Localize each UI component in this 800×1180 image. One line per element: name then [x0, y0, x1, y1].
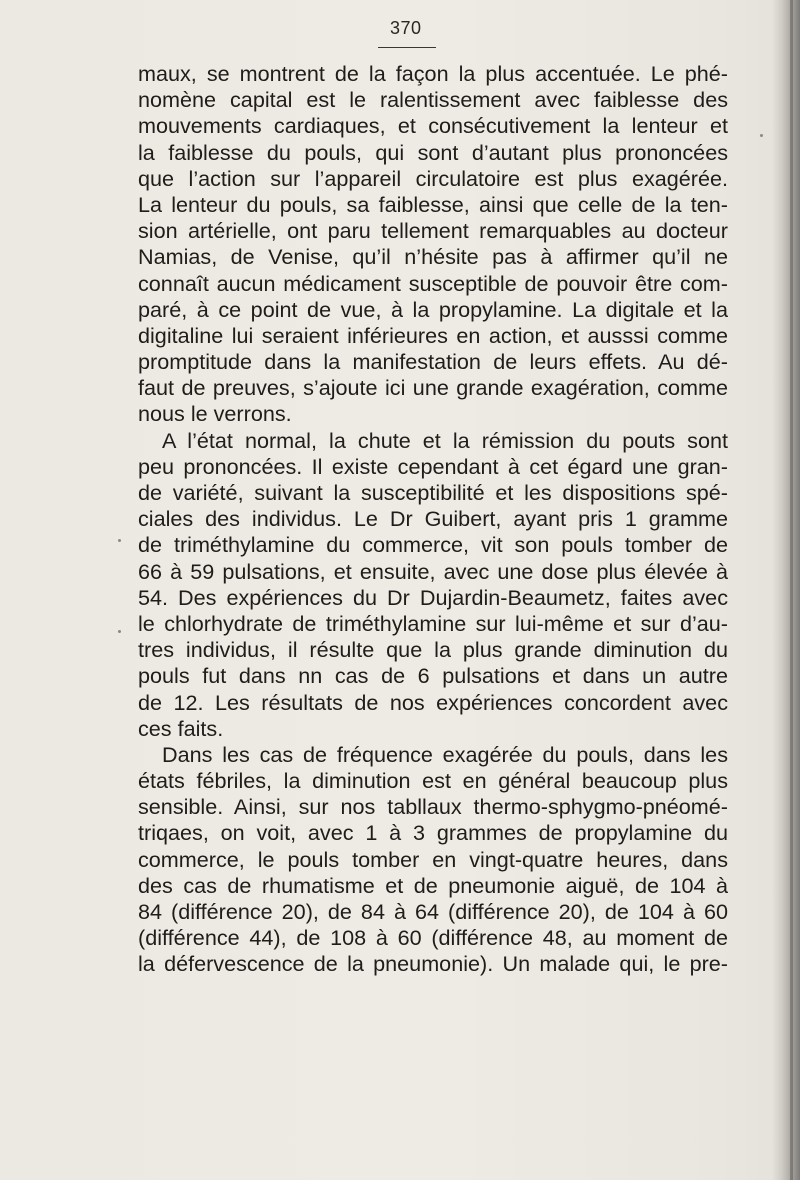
text-line: digitaline lui seraient inférieures en action, et ausssi comme: [138, 322, 728, 348]
paper-speck: [760, 134, 763, 137]
text-line: 66 à 59 pulsations, et ensuite, avec une dose plus élevée à: [138, 558, 728, 584]
text-line: des cas de rhumatisme et de pneumonie aiguë, de 104 à: [138, 872, 728, 898]
text-line: nomène capital est le ralentissement avec faiblesse des: [138, 87, 728, 113]
text-line: pouls fut dans nn cas de 6 pulsations et dans un autre: [138, 663, 728, 689]
text-line: 84 (différence 20), de 84 à 64 (différence 20), de 104 à 60: [138, 899, 728, 924]
text-line: peu prononcées. Il existe cependant à cet égard une gran-: [138, 453, 728, 479]
text-line: sensible. Ainsi, sur nos tabllaux thermo-sphygmo-pnéomé-: [138, 794, 728, 820]
text-line: triqaes, on voit, avec 1 à 3 grammes de propylamine du: [138, 820, 728, 846]
text-line: le chlorhydrate de triméthylamine sur lui-même et sur d’au-: [138, 610, 728, 636]
page-number: 370: [390, 18, 422, 38]
text-line: ces faits.: [138, 715, 224, 741]
header-rule: [378, 47, 436, 48]
body-text: [138, 61, 728, 978]
text-line: sion artérielle, ont paru tellement remarquables au docteur: [138, 218, 728, 244]
text-line: de 12. Les résultats de nos expériences concordent avec: [138, 689, 728, 715]
text-line: (différence 44), de 108 à 60 (différence 48, au moment de: [138, 925, 728, 951]
text-line: connaît aucun médicament susceptible de pouvoir être com-: [138, 270, 728, 296]
paper-speck: [118, 539, 121, 542]
page-edge-line: [790, 0, 793, 1180]
text-line: faut de preuves, s’ajoute ici une grande exagération, comme: [138, 375, 728, 401]
text-line: mouvements cardiaques, et consécutivement la lenteur et: [138, 113, 728, 139]
text-line: La lenteur du pouls, sa faiblesse, ainsi que celle de la ten-: [138, 191, 728, 217]
text-line: Dans les cas de fréquence exagérée du pouls, dans les: [162, 741, 728, 767]
text-line: commerce, le pouls tomber en vingt-quatre heures, dans: [138, 846, 728, 872]
text-line: de triméthylamine du commerce, vit son pouls tomber de: [138, 532, 728, 558]
text-line: que l’action sur l’appareil circulatoire est plus exagérée.: [138, 165, 728, 191]
text-line: 54. Des expériences du Dr Dujardin-Beaumetz, faites avec: [138, 584, 728, 610]
text-line: paré, à ce point de vue, à la propylamine. La digitale et la: [138, 296, 728, 322]
paper-speck: [118, 630, 121, 633]
text-line: la défervescence de la pneumonie). Un malade qui, le pre-: [138, 951, 728, 977]
text-line: ciales des individus. Le Dr Guibert, ayant pris 1 gramme: [138, 506, 728, 532]
text-line: maux, se montrent de la façon la plus accentuée. Le phé-: [138, 61, 728, 86]
text-line: A l’état normal, la chute et la rémission du pouts sont: [162, 427, 728, 453]
text-line: tres individus, il résulte que la plus grande diminution du: [138, 637, 728, 663]
page-edge-shadow: [772, 0, 800, 1180]
text-line: de variété, suivant la susceptibilité et les dispositions spé-: [138, 480, 728, 505]
text-line: Namias, de Venise, qu’il n’hésite pas à affirmer qu’il ne: [138, 244, 728, 270]
text-line: promptitude dans la manifestation de leurs effets. Au dé-: [138, 349, 728, 375]
text-line: états fébriles, la diminution est en général beaucoup plus: [138, 768, 728, 794]
text-line: nous le verrons.: [138, 401, 292, 427]
text-line: la faiblesse du pouls, qui sont d’autant plus prononcées: [138, 139, 728, 165]
